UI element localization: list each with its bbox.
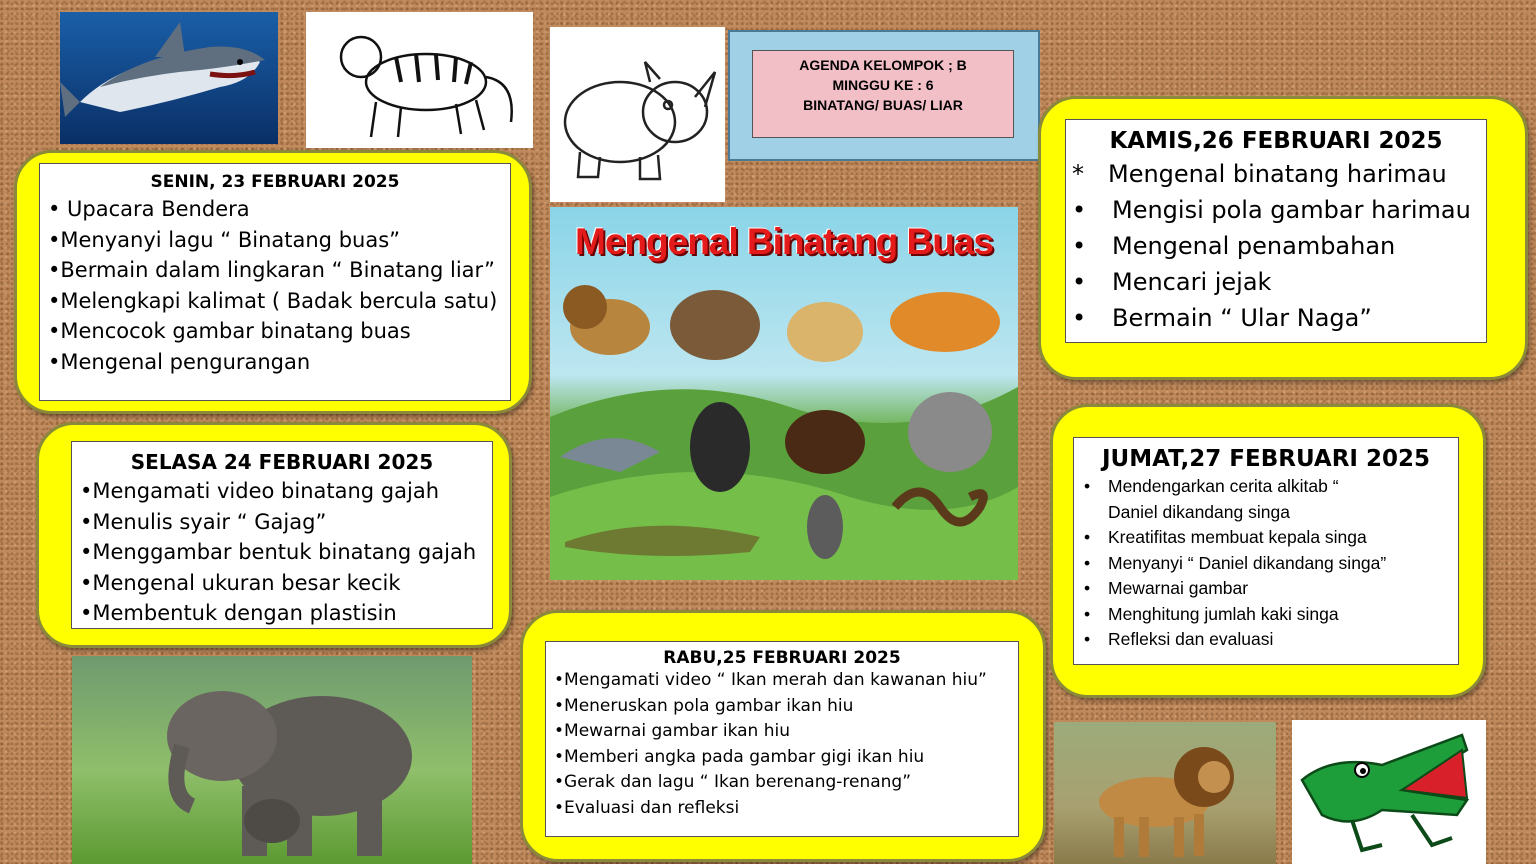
crocodile-cartoon-image (1292, 720, 1486, 864)
rabu-activity-1: •Mengamati video “ Ikan merah dan kawanan hiu” (554, 670, 987, 690)
selasa-activity-list (72, 476, 492, 629)
selasa-activity-2: •Menulis syair “ Gajag” (80, 509, 327, 534)
kamis-bullet-5: • (1072, 304, 1087, 332)
rabu-activity-4: •Memberi angka pada gambar gigi ikan hiu (554, 746, 925, 767)
rabu-activity-3: •Mewarnai gambar ikan hiu (554, 721, 790, 741)
jumat-activity-3 (1074, 551, 1458, 577)
senin-activity-1: • Upacara Bendera (48, 197, 250, 221)
jumat-bullet-1: • (1084, 476, 1091, 496)
agenda-label-box (752, 50, 1014, 138)
jumat-activity-6-text: Refleksi dan evaluasi (1108, 629, 1274, 649)
agenda-panel (728, 30, 1040, 161)
selasa-activity-5: •Membentuk dengan plastisin (80, 601, 397, 625)
kamis-activity-list (1066, 156, 1486, 336)
kamis-card (1065, 119, 1487, 343)
kamis-bullet-2: • (1072, 196, 1087, 224)
jumat-panel (1050, 404, 1486, 698)
agenda-theme-line: BINATANG/ BUAS/ LIAR (803, 97, 963, 113)
kamis-panel (1038, 96, 1528, 380)
rabu-title: RABU,25 FEBRUARI 2025 (663, 648, 901, 668)
selasa-card (71, 441, 493, 629)
selasa-panel (36, 422, 512, 648)
kamis-activity-2-text: Mengisi pola gambar harimau (1112, 196, 1471, 224)
agenda-group-line: AGENDA KELOMPOK ; B (799, 57, 967, 73)
jumat-bullet-3: • (1084, 527, 1091, 547)
senin-activity-6: •Mengenal pengurangan (48, 349, 311, 374)
shark-photo (60, 12, 278, 144)
kamis-activity-5 (1066, 300, 1486, 336)
senin-activity-5: •Mencocok gambar binatang buas (48, 319, 411, 343)
poster-title: Mengenal Binatang Buas (575, 221, 993, 262)
kamis-activity-4-text: Mencari jejak (1112, 268, 1272, 296)
rabu-activity-6: •Evaluasi dan refleksi (554, 797, 740, 818)
jumat-title: JUMAT,27 FEBRUARI 2025 (1101, 446, 1431, 472)
selasa-title: SELASA 24 FEBRUARI 2025 (130, 450, 434, 474)
jumat-activity-1-text: Mendengarkan cerita alkitab “ (1108, 476, 1339, 496)
jumat-activity-list (1074, 474, 1458, 653)
agenda-week-line: MINGGU KE : 6 (832, 77, 934, 93)
tiger-outline-image (306, 12, 533, 148)
kamis-activity-2 (1066, 192, 1486, 228)
rabu-activity-list (546, 668, 1018, 821)
senin-card (39, 163, 511, 401)
senin-activity-2: •Menyanyi lagu “ Binatang buas” (48, 227, 401, 252)
senin-activity-4: •Melengkapi kalimat ( Badak bercula satu) (48, 288, 498, 313)
kamis-bullet-3: • (1072, 232, 1087, 260)
selasa-activity-3: •Menggambar bentuk binatang gajah (80, 540, 477, 564)
jumat-bullet-6: • (1084, 603, 1091, 624)
jumat-activity-5-text: Menghitung jumlah kaki singa (1108, 603, 1339, 624)
senin-activity-list (40, 194, 510, 377)
kamis-activity-1 (1066, 156, 1486, 192)
jumat-activity-1-cont (1074, 500, 1458, 526)
jumat-bullet-4: • (1084, 552, 1091, 573)
rhino-outline-image (550, 27, 725, 202)
kamis-activity-1-text: Mengenal binatang harimau (1108, 160, 1447, 188)
senin-title: SENIN, 23 FEBRUARI 2025 (150, 172, 400, 192)
rabu-card (545, 641, 1019, 837)
jumat-activity-6 (1074, 627, 1458, 653)
rabu-activity-2: •Meneruskan pola gambar ikan hiu (554, 695, 854, 716)
jumat-activity-2 (1074, 525, 1458, 551)
kamis-activity-3 (1066, 228, 1486, 264)
kamis-bullet-1: * (1072, 160, 1084, 188)
senin-activity-3: •Bermain dalam lingkaran “ Binatang liar” (48, 258, 495, 282)
rabu-activity-5: •Gerak dan lagu “ Ikan berenang-renang” (554, 772, 912, 792)
jumat-card (1073, 437, 1459, 665)
jumat-bullet-5: • (1084, 578, 1091, 598)
jumat-activity-1 (1074, 474, 1458, 500)
wild-animals-poster (550, 207, 1018, 580)
elephant-photo (72, 656, 472, 864)
selasa-activity-1: •Mengamati video binatang gajah (80, 479, 440, 503)
jumat-activity-4-text: Mewarnai gambar (1108, 578, 1249, 598)
kamis-activity-4 (1066, 264, 1486, 300)
lion-photo (1054, 722, 1276, 864)
kamis-activity-5-text: Bermain “ Ular Naga” (1112, 304, 1372, 332)
jumat-activity-3-text: Menyanyi “ Daniel dikandang singa” (1108, 552, 1387, 573)
kamis-activity-3-text: Mengenal penambahan (1112, 232, 1396, 260)
kamis-title: KAMIS,26 FEBRUARI 2025 (1109, 128, 1443, 154)
jumat-activity-2-text: Kreatifitas membuat kepala singa (1108, 527, 1367, 547)
jumat-activity-4 (1074, 576, 1458, 602)
selasa-activity-4: •Mengenal ukuran besar kecik (80, 570, 401, 595)
jumat-activity-5 (1074, 602, 1458, 628)
rabu-panel (520, 610, 1046, 862)
kamis-bullet-4: • (1072, 268, 1087, 296)
jumat-bullet-7: • (1084, 629, 1091, 649)
jumat-activity-1-cont-text: Daniel dikandang singa (1108, 501, 1290, 522)
senin-panel (14, 150, 532, 414)
